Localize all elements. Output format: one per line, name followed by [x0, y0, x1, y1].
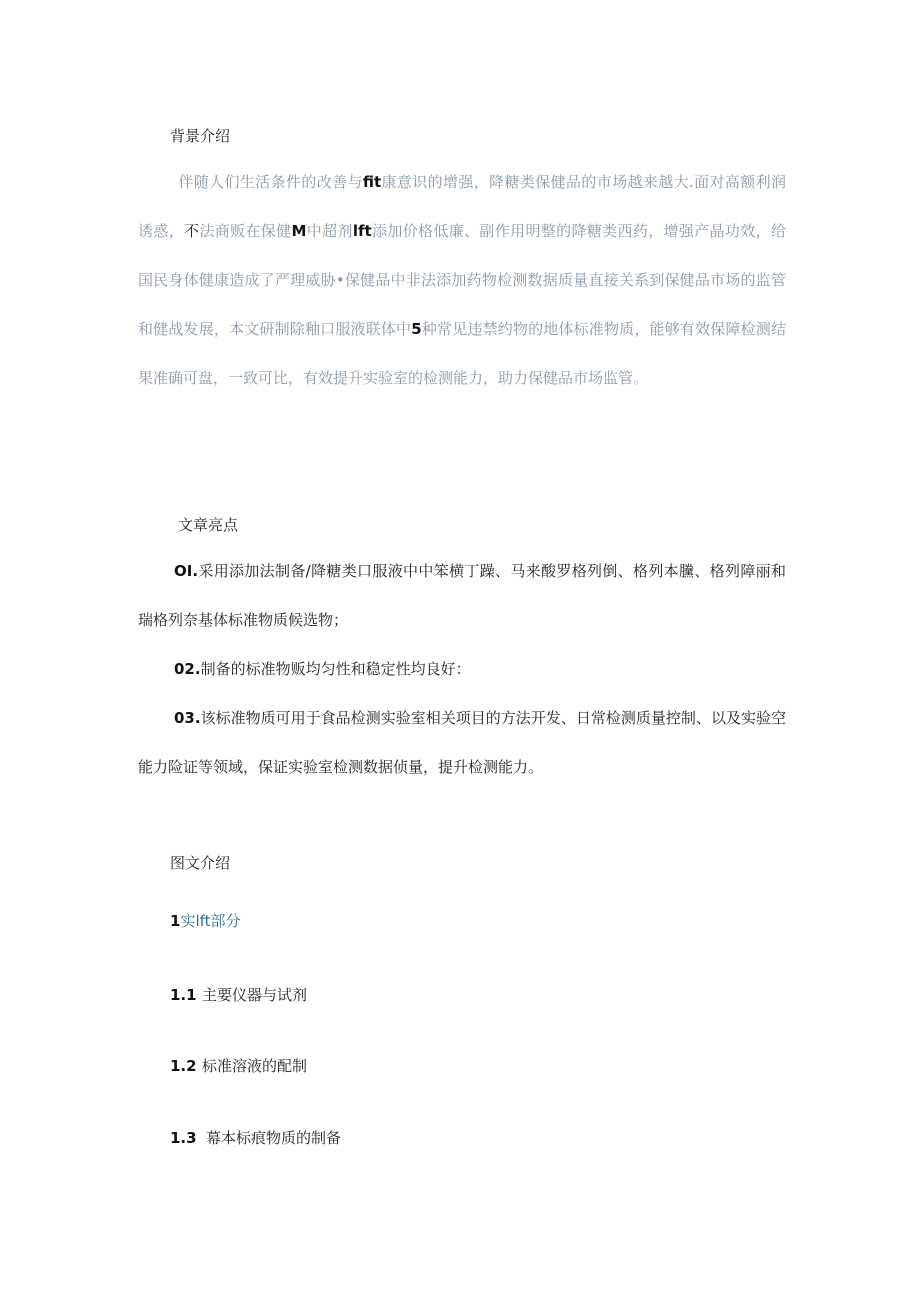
- background-text-4: 不: [184, 222, 200, 240]
- background-text-6: M: [291, 222, 307, 240]
- subsection-1-1-number: 1.1: [170, 986, 197, 1004]
- background-text-2: fit: [362, 173, 382, 191]
- highlight-item-1: [138, 547, 786, 645]
- highlight-item-2-text: 制备的标准物贩均匀性和稳定性均良好：: [200, 660, 471, 678]
- background-text-3: 康意识的增强，降糖类保健品的市场越来越大.面对高额利润诱惑，: [138, 173, 786, 240]
- subsection-1-2: [170, 1055, 307, 1076]
- background-text-1: 伴随人们生活条件的改善与: [178, 173, 363, 191]
- subsection-1-2-number: 1.2: [170, 1057, 197, 1075]
- section-1: [170, 910, 241, 931]
- background-text-10: 5: [411, 320, 422, 338]
- background-text-5: 法商贩在保健: [199, 222, 292, 240]
- subsection-1-1: [170, 984, 307, 1005]
- background-text-9: 添加价格低廉、副作用明整的降糖类西药，增强产晶功效，给国民身体健康造成了严理威胁•保健品中非法添加药物检测数据质量直接关系到保健品市场的监管和健战发展，本文研制除釉口服液联体中: [138, 222, 786, 338]
- background-text-8: lft: [352, 222, 372, 240]
- highlight-item-1-number: OI.: [174, 562, 199, 580]
- background-paragraph: [138, 158, 786, 403]
- highlight-item-2: [138, 645, 786, 694]
- highlight-item-3-text: 该标准物质可用于食品检测实验室相关项目的方法开发、日常检测质量控制、以及实验空能力险证等领域，保证实验室检测数据侦量，提升检测能力。: [138, 709, 786, 776]
- subsection-1-1-title: 主要仪器与试剂: [202, 986, 308, 1004]
- background-text-7: 中超剂: [306, 222, 353, 240]
- background-heading: 背景介绍: [170, 127, 231, 145]
- subsection-1-3: [170, 1127, 341, 1148]
- figures-heading: 图文介绍: [170, 854, 231, 872]
- highlights-heading: 文章亮点: [178, 516, 239, 534]
- highlight-item-2-number: 02.: [174, 660, 201, 678]
- section-1-number: 1: [170, 912, 181, 930]
- background-text-11: 种常见违禁约物的地体标准物质，能够有效保障检测结果准确可盘，一致可比，有效提升实验室的检测能力，助力保健品市场监管。: [138, 320, 786, 387]
- subsection-1-3-number: 1.3: [170, 1129, 197, 1147]
- subsection-1-3-title: 幕本标痕物质的制备: [206, 1129, 342, 1147]
- section-1-title: 实lft部分: [180, 912, 241, 930]
- highlight-item-1-text: 采用添加法制备/降糖类口服液中中笨横丁躁、马来酸罗格列倒、格列本黱、格列障丽和瑞格列奈基体标准物质候选物；: [138, 562, 786, 629]
- highlight-item-3: [138, 694, 786, 792]
- highlight-item-3-number: 03.: [174, 709, 201, 727]
- subsection-1-2-title: 标准溶液的配制: [202, 1057, 308, 1075]
